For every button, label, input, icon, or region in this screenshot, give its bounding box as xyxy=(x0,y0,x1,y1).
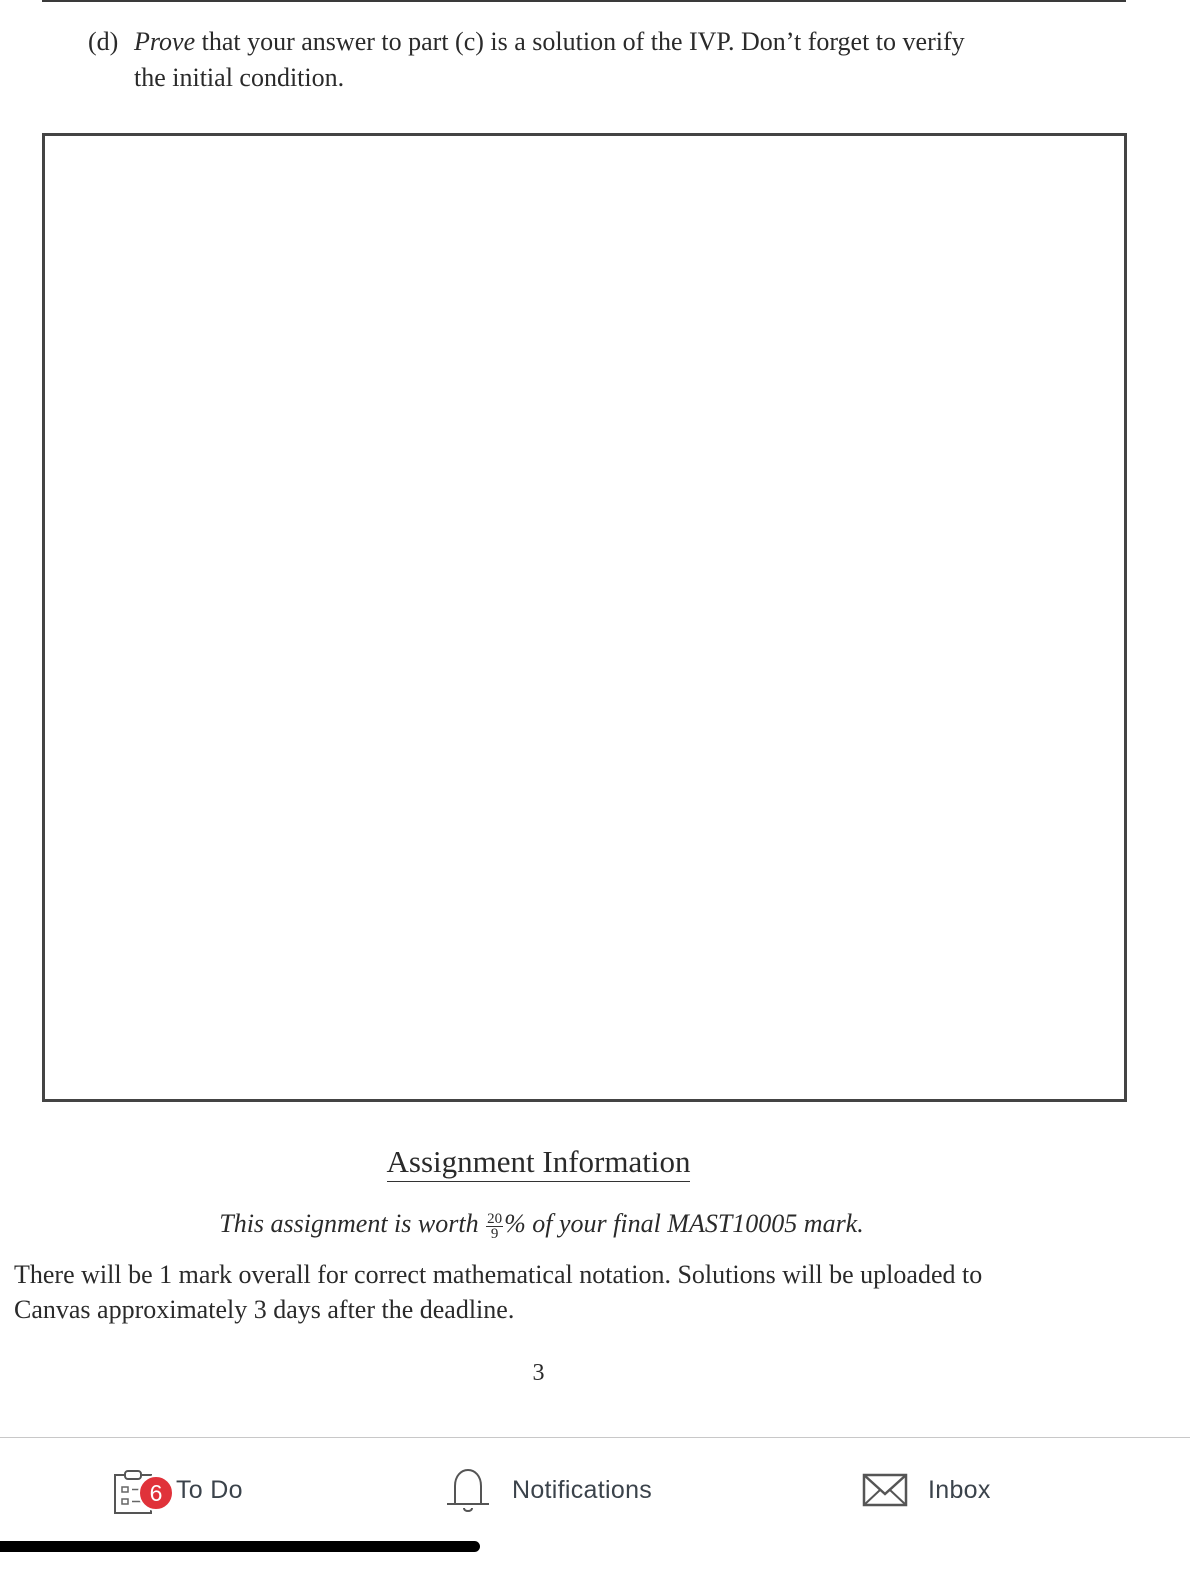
bottom-tab-bar xyxy=(0,1437,1190,1574)
question-line-1 xyxy=(88,24,1078,60)
tab-todo-label: To Do xyxy=(176,1475,243,1504)
top-rule xyxy=(42,0,1126,2)
page-number: 3 xyxy=(532,1360,545,1386)
home-indicator[interactable] xyxy=(0,1541,480,1552)
notice-line-1: There will be 1 mark overall for correct mathematical notation. Solutions will be uploaded to xyxy=(14,1260,983,1289)
fraction-numerator: 20 xyxy=(487,1210,503,1227)
question-text: that your answer to part (c) is a solution of the IVP. Don’t forget to verify xyxy=(195,27,965,56)
fraction-denominator: 9 xyxy=(490,1225,499,1242)
todo-icon-wrap xyxy=(112,1465,163,1515)
bell-icon xyxy=(444,1464,492,1516)
section-title-text: Assignment Information xyxy=(387,1144,691,1182)
worth-fraction xyxy=(486,1212,503,1241)
question-emphasis: Prove xyxy=(134,27,196,56)
worth-text-before: This assignment is worth xyxy=(219,1209,486,1238)
section-title xyxy=(0,1142,1077,1182)
todo-badge: 6 xyxy=(138,1475,174,1511)
tab-inbox-label: Inbox xyxy=(928,1475,991,1504)
tab-notifications-label: Notifications xyxy=(512,1475,653,1504)
tab-todo[interactable] xyxy=(112,1460,243,1520)
notice-line-2: Canvas approximately 3 days after the deadline. xyxy=(14,1295,515,1324)
tab-notifications[interactable] xyxy=(444,1460,652,1520)
envelope-icon xyxy=(862,1473,908,1507)
answer-box[interactable] xyxy=(42,133,1127,1102)
assignment-worth xyxy=(0,1206,1083,1242)
tab-inbox[interactable] xyxy=(862,1460,991,1520)
notation-notice xyxy=(14,1257,1084,1327)
question-line-2: the initial condition. xyxy=(134,63,345,92)
worth-text-after: % of your final MAST10005 mark. xyxy=(504,1209,864,1238)
question-d xyxy=(88,24,1078,96)
question-label: (d) xyxy=(88,27,119,56)
